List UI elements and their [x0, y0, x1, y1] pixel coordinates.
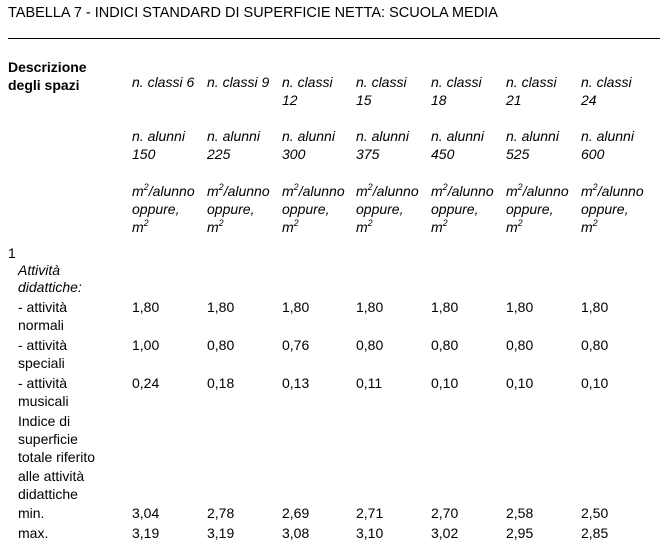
- total-cell: 3,19: [132, 525, 160, 541]
- unit-exp: 2: [143, 182, 149, 192]
- unit-per: /alunno: [447, 183, 494, 199]
- unit-oppure: oppure,: [282, 201, 330, 217]
- unit-m: m: [506, 219, 518, 235]
- table-cell: 1,00: [132, 337, 160, 353]
- unit-m2: [581, 218, 644, 236]
- table-cell: 0,10: [581, 375, 609, 391]
- unit-m: m: [431, 219, 443, 235]
- column-header-alunni: [431, 127, 484, 163]
- column-unit: [132, 182, 195, 236]
- total-cell: 3,04: [132, 505, 160, 521]
- column-header-classi-line: n. classi: [431, 74, 482, 90]
- unit-m: m: [207, 219, 219, 235]
- unit-m2: [207, 218, 270, 236]
- total-cell: 3,02: [431, 525, 459, 541]
- unit-exp: 2: [442, 218, 448, 228]
- table-cell: 1,80: [431, 299, 459, 315]
- column-header-alunni-line: 450: [431, 146, 455, 162]
- section-label: [18, 262, 82, 296]
- column-header-classi: [431, 73, 482, 109]
- title-divider: [8, 38, 660, 39]
- row-label: [18, 374, 69, 410]
- table-cell: 1,80: [207, 299, 235, 315]
- unit-exp: 2: [517, 182, 523, 192]
- table-cell: 0,76: [282, 337, 310, 353]
- unit-exp: 2: [442, 182, 448, 192]
- unit-exp: 2: [517, 218, 523, 228]
- column-header-alunni: [581, 127, 634, 163]
- column-unit: [506, 182, 569, 236]
- table-cell: 0,18: [207, 375, 235, 391]
- unit-m2: [506, 218, 569, 236]
- row-label-line: musicali: [18, 393, 69, 409]
- unit-m2: [282, 218, 345, 236]
- column-header-alunni-line: n. alunni: [506, 128, 559, 144]
- table-cell: 1,80: [132, 299, 160, 315]
- indice-label-line: alle attività: [18, 467, 85, 484]
- header-description-line1: Descrizione: [8, 59, 87, 75]
- column-header-classi-line: n. classi: [506, 74, 557, 90]
- column-header-alunni-line: n. alunni: [282, 128, 335, 144]
- unit-m: m: [282, 183, 294, 199]
- unit-m: m: [506, 183, 518, 199]
- unit-per-student: [282, 182, 345, 200]
- total-cell: 2,85: [581, 525, 609, 541]
- column-header-alunni-line: n. alunni: [581, 128, 634, 144]
- total-cell: 2,71: [356, 505, 384, 521]
- row-label-line: - attività: [18, 337, 68, 353]
- total-cell: 2,58: [506, 505, 534, 521]
- total-cell: 3,19: [207, 525, 235, 541]
- column-header-alunni-line: n. alunni: [356, 128, 409, 144]
- unit-exp: 2: [592, 218, 598, 228]
- column-header-classi: [356, 73, 407, 109]
- column-header-alunni: [506, 127, 559, 163]
- column-header-classi-line: 18: [431, 92, 447, 108]
- total-label: min.: [18, 505, 45, 521]
- column-header-classi: [132, 73, 194, 91]
- column-header-alunni: [132, 127, 185, 163]
- column-header-alunni-line: 225: [207, 146, 231, 162]
- total-cell: 2,70: [431, 505, 459, 521]
- total-cell: 3,08: [282, 525, 310, 541]
- column-header-classi-line: n. classi: [356, 74, 407, 90]
- column-header-alunni-line: n. alunni: [132, 128, 185, 144]
- column-header-alunni-line: n. alunni: [431, 128, 484, 144]
- unit-m: m: [132, 219, 144, 235]
- unit-per: /alunno: [298, 183, 345, 199]
- unit-oppure: oppure,: [581, 201, 629, 217]
- table-cell: 0,24: [132, 375, 160, 391]
- unit-oppure: oppure,: [207, 201, 255, 217]
- unit-m: m: [132, 183, 144, 199]
- header-description: [8, 58, 87, 94]
- total-label: max.: [18, 525, 49, 541]
- column-header-classi-line: n. classi 6: [132, 74, 195, 90]
- unit-m: m: [356, 183, 368, 199]
- unit-oppure: oppure,: [132, 201, 180, 217]
- total-cell: 2,78: [207, 505, 235, 521]
- column-header-classi: [506, 73, 557, 109]
- unit-exp: 2: [293, 182, 299, 192]
- indice-label-line: totale riferito: [18, 449, 96, 466]
- unit-m2: [431, 218, 494, 236]
- unit-m: m: [282, 219, 294, 235]
- unit-exp: 2: [218, 218, 224, 228]
- column-header-alunni-line: 600: [581, 146, 605, 162]
- column-header-alunni: [282, 127, 335, 163]
- section-label-line1: Attività: [18, 262, 61, 278]
- column-header-classi-line: n. classi: [581, 74, 632, 90]
- unit-per-student: [132, 182, 195, 200]
- table-cell: 0,80: [207, 337, 235, 353]
- unit-per-student: [581, 182, 644, 200]
- unit-exp: 2: [367, 182, 373, 192]
- table-cell: 1,80: [282, 299, 310, 315]
- unit-exp: 2: [218, 182, 224, 192]
- table-cell: 0,10: [506, 375, 534, 391]
- unit-m: m: [581, 219, 593, 235]
- column-header-alunni: [207, 127, 260, 163]
- unit-exp: 2: [592, 182, 598, 192]
- column-header-alunni-line: n. alunni: [207, 128, 260, 144]
- unit-per-student: [207, 182, 270, 200]
- indice-label: [18, 412, 95, 503]
- unit-per: /alunno: [148, 183, 195, 199]
- total-cell: 2,95: [506, 525, 534, 541]
- column-header-alunni-line: 300: [282, 146, 306, 162]
- row-label-line: normali: [18, 317, 64, 333]
- unit-per: /alunno: [522, 183, 569, 199]
- unit-per: /alunno: [223, 183, 270, 199]
- unit-exp: 2: [143, 218, 149, 228]
- table-cell: 0,80: [356, 337, 384, 353]
- column-unit: [581, 182, 644, 236]
- table-cell: 0,80: [506, 337, 534, 353]
- table-cell: 0,10: [431, 375, 459, 391]
- column-header-alunni-line: 150: [132, 146, 156, 162]
- column-header-classi-line: 24: [581, 92, 597, 108]
- column-header-classi: [581, 73, 632, 109]
- column-header-classi-line: n. classi: [282, 74, 333, 90]
- column-header-alunni-line: 375: [356, 146, 380, 162]
- column-header-classi: [207, 73, 269, 91]
- column-unit: [207, 182, 270, 236]
- section-number: 1: [8, 245, 16, 261]
- indice-label-line: didattiche: [18, 485, 78, 502]
- column-header-alunni: [356, 127, 409, 163]
- table-cell: 1,80: [356, 299, 384, 315]
- table-cell: 0,11: [356, 375, 383, 391]
- unit-oppure: oppure,: [356, 201, 404, 217]
- unit-m: m: [356, 219, 368, 235]
- row-label-line: speciali: [18, 355, 65, 371]
- header-description-line2: degli spazi: [8, 77, 80, 93]
- column-header-alunni-line: 525: [506, 146, 530, 162]
- unit-exp: 2: [367, 218, 373, 228]
- unit-per-student: [506, 182, 569, 200]
- total-cell: 2,69: [282, 505, 310, 521]
- column-header-classi: [282, 73, 333, 109]
- column-header-classi-line: 15: [356, 92, 372, 108]
- unit-m2: [356, 218, 419, 236]
- unit-m2: [132, 218, 195, 236]
- unit-m: m: [581, 183, 593, 199]
- indice-label-line: superficie: [18, 431, 78, 448]
- table-cell: 1,80: [581, 299, 609, 315]
- column-header-classi-line: 21: [506, 92, 522, 108]
- total-cell: 2,50: [581, 505, 609, 521]
- column-header-classi-line: 12: [282, 92, 298, 108]
- unit-exp: 2: [293, 218, 299, 228]
- unit-per: /alunno: [597, 183, 644, 199]
- row-label-line: - attività: [18, 375, 68, 391]
- unit-oppure: oppure,: [506, 201, 554, 217]
- row-label-line: - attività: [18, 299, 68, 315]
- section-label-line2: didattiche:: [18, 279, 82, 295]
- table-title: TABELLA 7 - INDICI STANDARD DI SUPERFICIE NETTA: SCUOLA MEDIA: [8, 5, 498, 21]
- column-unit: [431, 182, 494, 236]
- unit-per-student: [356, 182, 419, 200]
- table-cell: 1,80: [506, 299, 534, 315]
- table-cell: 0,80: [581, 337, 609, 353]
- row-label: [18, 336, 67, 372]
- table-cell: 0,13: [282, 375, 310, 391]
- table-cell: 0,80: [431, 337, 459, 353]
- row-label: [18, 298, 67, 334]
- unit-per: /alunno: [372, 183, 419, 199]
- unit-m: m: [207, 183, 219, 199]
- column-unit: [356, 182, 419, 236]
- unit-oppure: oppure,: [431, 201, 479, 217]
- column-header-classi-line: n. classi 9: [207, 74, 270, 90]
- total-cell: 3,10: [356, 525, 384, 541]
- column-unit: [282, 182, 345, 236]
- unit-m: m: [431, 183, 443, 199]
- indice-label-line: Indice di: [18, 413, 71, 429]
- unit-per-student: [431, 182, 494, 200]
